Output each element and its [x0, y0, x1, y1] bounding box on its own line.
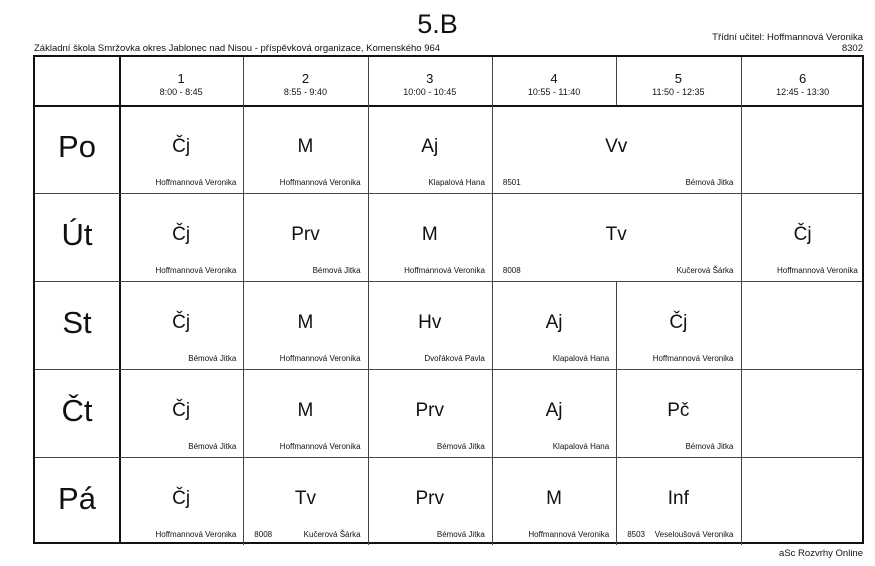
lesson-subject: M	[297, 312, 314, 334]
lesson-subject: Čj	[172, 488, 191, 510]
lesson-subject: M	[546, 488, 562, 510]
lesson-subject: Aj	[545, 312, 563, 334]
lesson-subject: Čj	[172, 136, 191, 157]
lesson-cell[interactable]	[492, 369, 616, 457]
day-label: St	[62, 305, 92, 341]
lesson-teacher: Kučerová Šárka	[676, 266, 734, 276]
lesson-teacher: Klapalová Hana	[552, 442, 610, 452]
footer-credit: aSc Rozvrhy Online	[779, 548, 863, 559]
period-header	[616, 71, 740, 98]
lesson-subject: Prv	[415, 488, 444, 510]
lesson-subject: Čj	[669, 312, 688, 334]
period-number: 1	[177, 71, 185, 86]
lesson-cell[interactable]	[119, 281, 243, 369]
lesson-teacher: Hoffmannová Veronika	[279, 354, 361, 364]
lesson-subject: M	[297, 136, 314, 157]
lesson-cell[interactable]	[616, 457, 740, 545]
lesson-teacher: Hoffmannová Veronika	[777, 266, 858, 276]
lesson-cell[interactable]	[741, 193, 865, 281]
lesson-teacher: Klapalová Hana	[552, 354, 610, 364]
lesson-subject: M	[421, 224, 438, 246]
lesson-teacher: Hoffmannová Veronika	[155, 178, 237, 187]
day-label: Út	[61, 217, 93, 253]
period-header	[243, 71, 367, 98]
grid-divider	[741, 105, 742, 193]
lesson-cell[interactable]	[492, 193, 741, 281]
lesson-cell[interactable]	[368, 105, 492, 193]
lesson-room: 8503	[627, 530, 645, 540]
lesson-cell[interactable]	[368, 281, 492, 369]
lesson-cell[interactable]	[492, 457, 616, 545]
lesson-teacher: Hoffmannová Veronika	[528, 530, 610, 540]
lesson-subject: Čj	[172, 400, 191, 422]
lesson-room: 8008	[502, 266, 521, 276]
lesson-cell[interactable]	[243, 281, 367, 369]
school-name: Základní škola Smržovka okres Jablonec nad Nisou - příspěvková organizace, Komenského 964	[34, 43, 441, 54]
lesson-subject: M	[297, 400, 314, 422]
lesson-teacher: Hoffmannová Veronika	[279, 178, 361, 187]
lesson-subject: Aj	[421, 136, 439, 157]
lesson-cell[interactable]	[119, 193, 243, 281]
period-time: 8:55 - 9:40	[283, 87, 327, 97]
period-number: 4	[550, 71, 558, 86]
lesson-subject: Prv	[291, 224, 320, 246]
timetable-grid	[33, 55, 864, 544]
lesson-teacher: Bémová Jitka	[188, 442, 237, 452]
period-header	[492, 71, 616, 98]
lesson-teacher: Veseloušová Veronika	[654, 530, 734, 540]
lesson-subject: Čj	[172, 312, 191, 334]
homeroom-room: 8302	[841, 43, 863, 54]
lesson-teacher: Bémová Jitka	[685, 178, 734, 187]
period-time: 10:00 - 10:45	[403, 87, 457, 97]
lesson-cell[interactable]	[243, 457, 367, 545]
lesson-cell[interactable]	[492, 281, 616, 369]
period-header	[368, 71, 492, 98]
lesson-cell[interactable]	[243, 369, 367, 457]
lesson-subject: Pč	[667, 400, 690, 422]
day-label: Po	[58, 129, 96, 165]
lesson-subject: Čj	[793, 224, 812, 246]
lesson-subject: Vv	[605, 136, 628, 157]
period-number: 3	[426, 71, 434, 86]
period-header	[741, 71, 865, 98]
lesson-subject: Aj	[545, 400, 563, 422]
lesson-subject: Prv	[415, 400, 444, 422]
lesson-teacher: Hoffmannová Veronika	[155, 266, 237, 276]
lesson-teacher: Bémová Jitka	[188, 354, 237, 364]
lesson-subject: Inf	[667, 488, 689, 510]
lesson-teacher: Klapalová Hana	[428, 178, 485, 187]
lesson-room: 8501	[502, 178, 521, 187]
lesson-cell[interactable]	[119, 105, 243, 193]
lesson-cell[interactable]	[119, 457, 243, 545]
period-time: 11:50 - 12:35	[652, 87, 705, 97]
lesson-teacher: Kučerová Šárka	[303, 530, 361, 540]
lesson-cell[interactable]	[616, 369, 740, 457]
lesson-teacher: Bémová Jitka	[312, 266, 361, 276]
period-time: 8:00 - 8:45	[159, 87, 203, 97]
period-header	[119, 71, 243, 98]
lesson-cell[interactable]	[492, 105, 741, 193]
day-label: Čt	[61, 393, 93, 429]
lesson-teacher: Bémová Jitka	[436, 442, 485, 452]
lesson-teacher: Hoffmannová Veronika	[652, 354, 734, 364]
lesson-subject: Čj	[172, 224, 191, 246]
lesson-teacher: Hoffmannová Veronika	[155, 530, 237, 540]
lesson-cell[interactable]	[616, 281, 740, 369]
period-time: 10:55 - 11:40	[527, 87, 581, 97]
lesson-cell[interactable]	[368, 457, 492, 545]
lesson-cell[interactable]	[368, 369, 492, 457]
lesson-teacher: Hoffmannová Veronika	[404, 266, 485, 276]
period-time: 12:45 - 13:30	[776, 87, 830, 97]
lesson-teacher: Dvořáková Pavla	[424, 354, 485, 364]
lesson-subject: Tv	[294, 488, 316, 510]
lesson-cell[interactable]	[243, 105, 367, 193]
lesson-teacher: Hoffmannová Veronika	[279, 442, 361, 452]
grid-divider	[741, 457, 742, 545]
lesson-subject: Hv	[418, 312, 442, 334]
homeroom-info	[712, 32, 863, 54]
lesson-teacher: Bémová Jitka	[436, 530, 485, 540]
lesson-cell[interactable]	[243, 193, 367, 281]
lesson-cell[interactable]	[368, 193, 492, 281]
lesson-subject: Tv	[605, 224, 627, 246]
grid-divider	[741, 281, 742, 369]
grid-divider	[741, 369, 742, 457]
lesson-room: 8008	[254, 530, 273, 540]
lesson-cell[interactable]	[119, 369, 243, 457]
class-title: 5.B	[417, 9, 458, 39]
period-number: 5	[674, 71, 682, 86]
day-label: Pá	[58, 481, 96, 517]
lesson-teacher: Bémová Jitka	[685, 442, 734, 452]
period-number: 6	[799, 71, 807, 86]
homeroom-teacher: Třídní učitel: Hoffmannová Veronika	[712, 32, 863, 43]
period-number: 2	[301, 71, 310, 86]
